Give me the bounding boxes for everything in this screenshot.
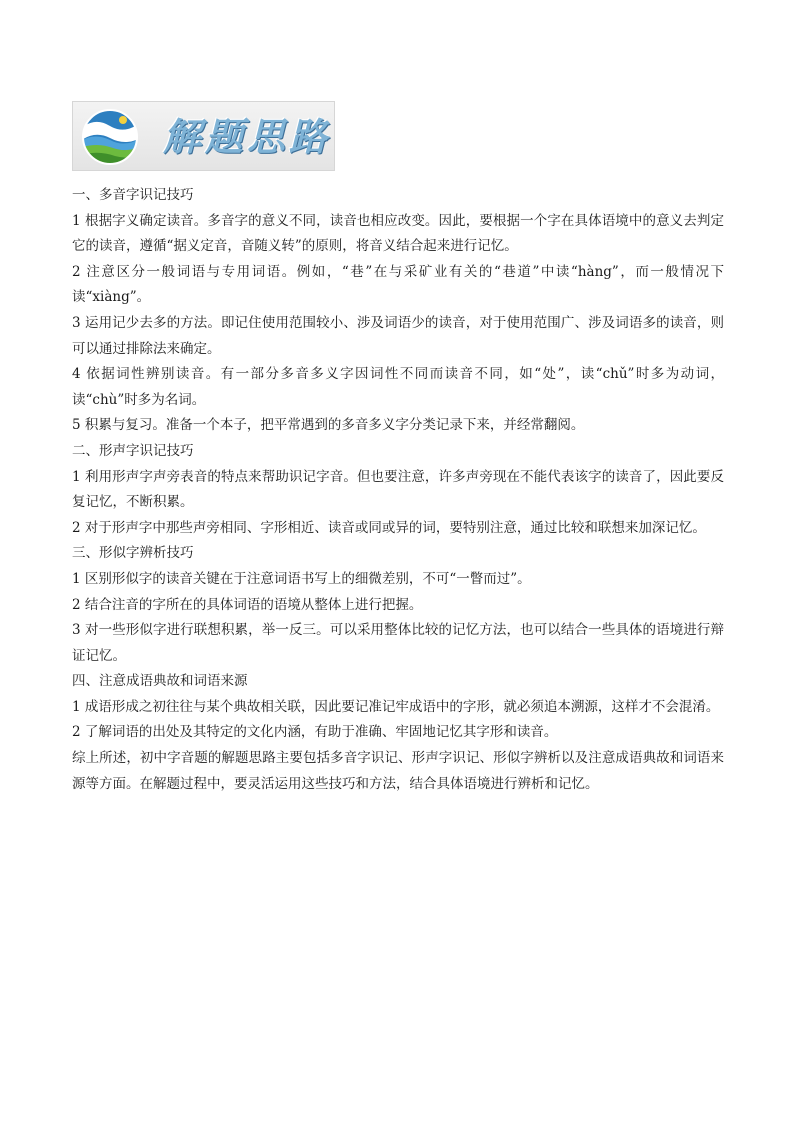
paragraph: 2 注意区分一般词语与专用词语。例如，“巷”在与采矿业有关的“巷道”中读“hàng”，而一般情况下读“xiàng”。 (72, 263, 724, 306)
paragraph: 1 根据字义确定读音。多音字的意义不同，读音也相应改变。因此，要根据一个字在具体语境中的意义去判定它的读音，遵循“据义定音，音随义转”的原则，将音义结合起来进行记忆。 (72, 212, 724, 255)
paragraph: 1 区别形似字的读音关键在于注意词语书写上的细微差别，不可“一瞥而过”。 (72, 570, 531, 587)
section-banner (72, 101, 335, 171)
summary-paragraph: 综上所述，初中字音题的解题思路主要包括多音字识记、形声字识记、形似字辨析以及注意成语典故和词语来源等方面。在解题过程中，要灵活运用这些技巧和方法，结合具体语境进行辨析和记忆。 (72, 750, 724, 792)
paragraph: 2 了解词语的出处及其特定的文化内涵，有助于准确、牢固地记忆其字形和读音。 (72, 724, 558, 741)
wave-landscape-icon (79, 108, 141, 166)
paragraph: 2 结合注音的字所在的具体词语的语境从整体上进行把握。 (72, 596, 423, 613)
paragraph: 1 成语形成之初往往与某个典故相关联，因此要记准记牢成语中的字形，就必须追本溯源，这样才不会混淆。 (72, 698, 720, 715)
paragraph: 2 对于形声字中那些声旁相同、字形相近、读音或同或异的词，要特别注意，通过比较和联想来加深记忆。 (72, 519, 706, 536)
heading-similar: 三、形似字辨析技巧 (72, 545, 194, 562)
heading-phonetic: 二、形声字识记技巧 (72, 442, 194, 459)
paragraph: 4 依据词性辨别读音。有一部分多音多义字因词性不同而读音不同，如“处”，读“chǔ”时多为动词，读“chù”时多为名词。 (72, 366, 724, 408)
paragraph: 1 利用形声字声旁表音的特点来帮助识记字音。但也要注意，许多声旁现在不能代表该字的读音了，因此要反复记忆，不断积累。 (72, 468, 724, 511)
paragraph: 3 运用记少去多的方法。即记住使用范围较小、涉及词语少的读音，对于使用范围广、涉及词语多的读音，则可以通过排除法来确定。 (72, 314, 724, 357)
heading-idioms: 四、注意成语典故和词语来源 (72, 673, 248, 690)
heading-polyphonic: 一、多音字识记技巧 (72, 187, 194, 203)
document-body (72, 183, 724, 797)
paragraph: 5 积累与复习。准备一个本子，把平常遇到的多音多义字分类记录下来，并经常翻阅。 (72, 417, 585, 434)
paragraph: 3 对一些形似字进行联想积累，举一反三。可以采用整体比较的记忆方法，也可以结合一些具体的语境进行辩证记忆。 (72, 622, 724, 664)
banner-title: 解题思路 (163, 114, 332, 159)
